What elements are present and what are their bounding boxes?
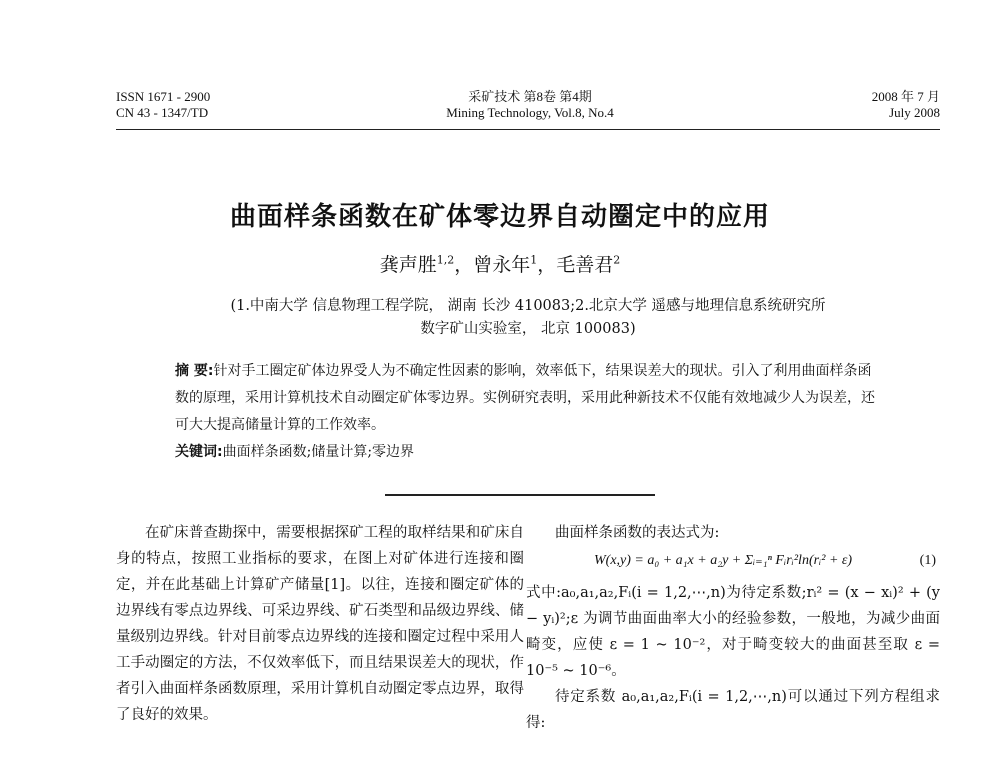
abstract-text: 针对手工圈定矿体边界受人为不确定性因素的影响，效率低下，结果误差大的现状。引入了利用曲面样条函数的原理，采用计算机技术自动圈定矿体零边界。实例研究表明，采用此种新技术不仅能有效地减少人为误差，还可大大提高储量计算的工作效率。 [175, 363, 875, 433]
header-journal-cn: 采矿技术 第8卷 第4期 [468, 89, 592, 104]
affiliation-line: (1.中南大学 信息物理工程学院， 湖南 长沙 410083;2.北京大学 遥感与地理信息系统研究所 [230, 298, 826, 314]
equation-1 [526, 548, 940, 574]
abstract-divider [385, 494, 655, 496]
abstract [175, 358, 875, 466]
body-paragraph: 待定系数 a₀,a₁,a₂,Fᵢ(i = 1,2,⋯,n)可以通过下列方程组求得: [526, 689, 940, 731]
keywords-label: 关键词: [175, 444, 223, 460]
equation-expression: W(x,y) = a₀ + a₁x + a₂y + Σᵢ₌₁ⁿ Fᵢrᵢ²ln(rᵢ² + ε) [594, 553, 853, 568]
body-paragraph: 在矿床普查勘探中，需要根据探矿工程的取样结果和矿床自身的特点，按照工业指标的要求，在图上对矿体进行连接和圈定，并在此基础上计算矿产储量[1]。以往，连接和圈定矿体的边界线有零点边界线、可采边界线、矿石类型和品级边界线、储量级别边界线。针对目前零点边界线的连接和圈定过程中采用人工手动圈定的方法，不仅效率低下，而且结果误差大的现状，作者引入曲面样条函数原理，采用计算机自动圈定零点边界，取得了良好的效果。 [116, 525, 524, 723]
author-separator: ， [454, 254, 474, 276]
header-date-en: July 2008 [889, 105, 940, 120]
header-issn: ISSN 1671 - 2900 [116, 89, 211, 104]
equation-intro: 曲面样条函数的表达式为: [555, 525, 720, 541]
body-paragraph: 式中:a₀,a₁,a₂,Fᵢ(i = 1,2,⋯,n)为待定系数;rᵢ² = (x − xᵢ)² + (y − yᵢ)²;ε 为调节曲面曲率大小的经验参数，一般地，为减少曲面畸变，应使 ε = 1 ~ 10⁻²，对于畸变较大的曲面甚至取 ε = 10⁻⁵ ~ 10⁻⁶。 [526, 585, 940, 679]
paper-title: 曲面样条函数在矿体零边界自动圈定中的应用 [229, 202, 770, 232]
abstract-label: 摘 要: [175, 363, 214, 379]
keywords [175, 439, 875, 466]
header-journal-en: Mining Technology, Vol.8, No.4 [446, 105, 614, 120]
keywords-text: 曲面样条函数;储量计算;零边界 [222, 444, 415, 460]
equation-number: (1) [919, 553, 936, 568]
author-affiliation-mark: 2 [613, 253, 621, 267]
body-left-column [116, 520, 524, 728]
affiliation-line: 数字矿山实验室， 北京 100083) [420, 321, 636, 337]
author-separator: ， [537, 254, 557, 276]
affiliations [116, 295, 940, 341]
author-name: 毛善君 [556, 254, 614, 276]
author-affiliation-mark: 1 [530, 253, 538, 267]
author-list [0, 250, 1000, 277]
header-date-cn: 2008 年 7 月 [871, 89, 940, 104]
author-name: 龚声胜 [379, 254, 437, 276]
abstract-body [175, 358, 875, 439]
author-affiliation-mark: 1,2 [436, 253, 455, 267]
header-journal-block [380, 89, 680, 121]
body-right-column [526, 520, 940, 736]
header-issn-block [116, 89, 210, 121]
author-name: 曾永年 [473, 254, 531, 276]
header-date-block [872, 89, 940, 121]
header-rule [116, 129, 940, 130]
header-cn: CN 43 - 1347/TD [116, 105, 209, 120]
